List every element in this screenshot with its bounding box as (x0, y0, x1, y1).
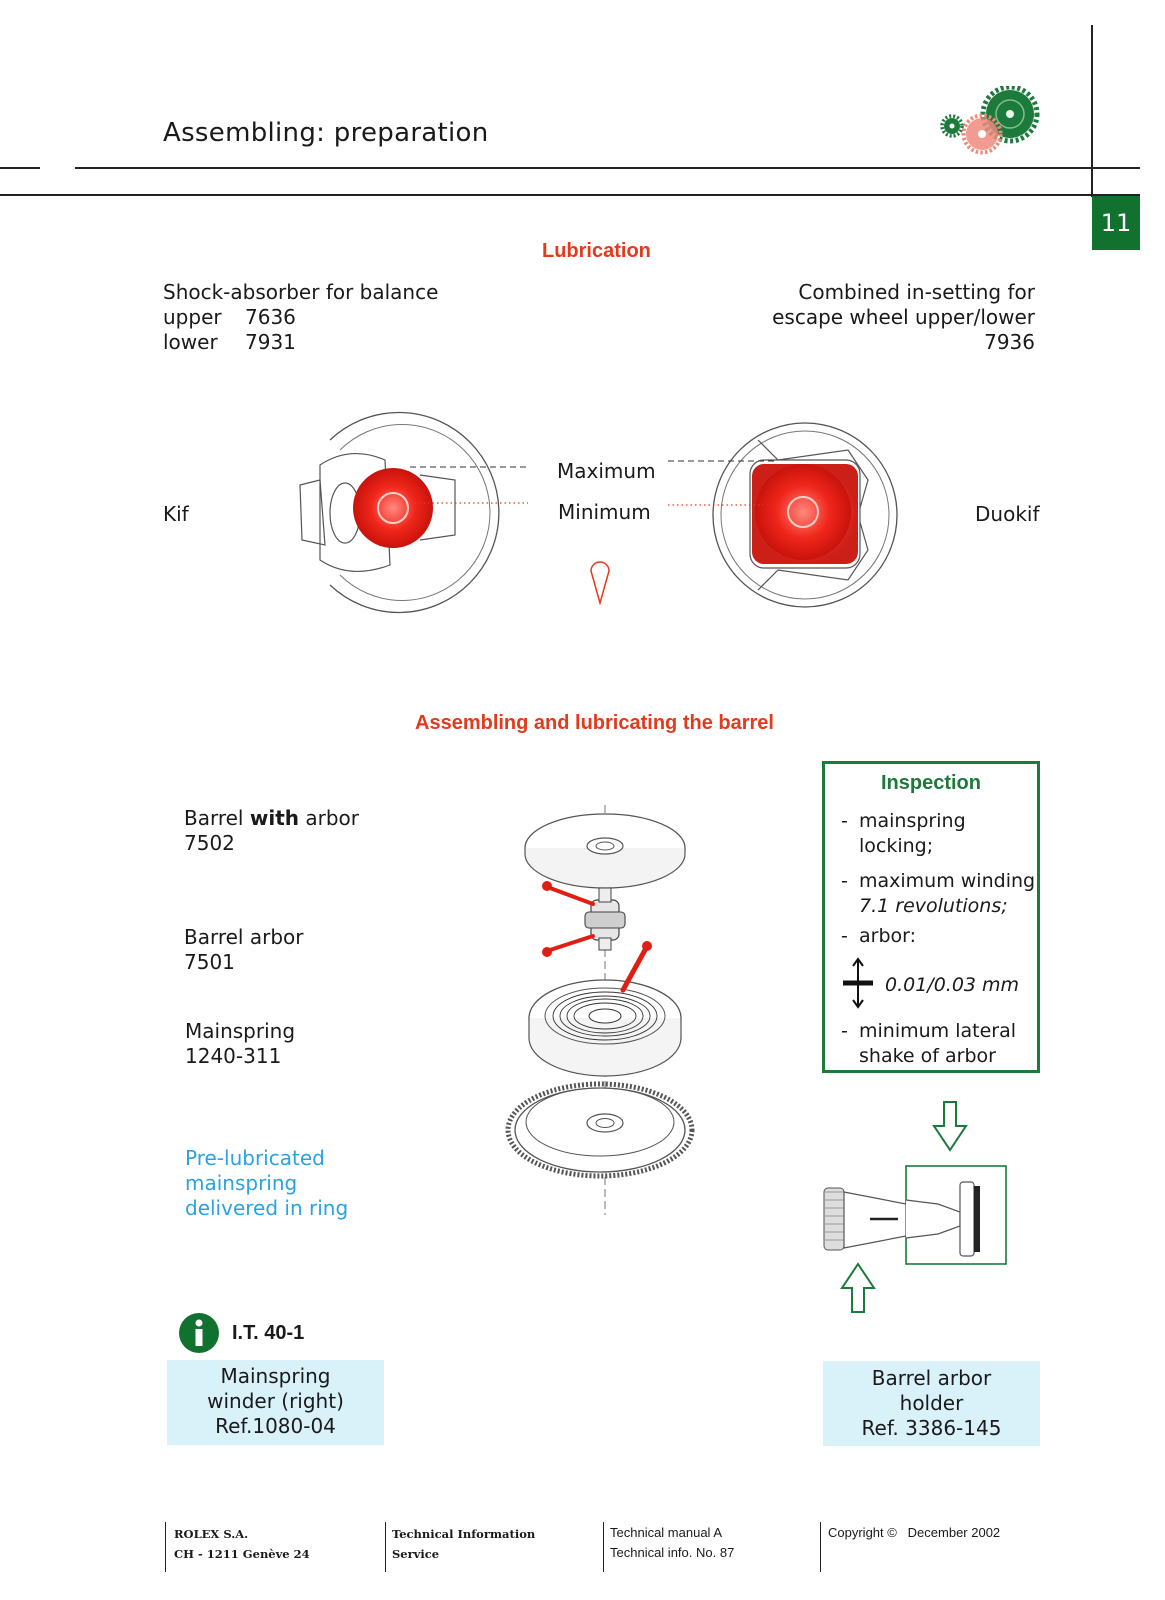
inspection-item-lateral: - minimum lateral shake of arbor (841, 1020, 1017, 1067)
kif-label: Kif (163, 502, 189, 526)
arbor-holder-drawing (820, 1100, 1020, 1320)
tool-right-line1: Barrel arbor (871, 1366, 992, 1390)
duokif-label: Duokif (975, 502, 1040, 526)
down-arrow-icon (934, 1102, 966, 1150)
footer-company (174, 1524, 310, 1564)
inspection-item-locking-line2: locking; (859, 835, 934, 857)
endshake-icon (841, 957, 875, 1009)
page-number: 11 (1092, 196, 1140, 250)
inspection-title: Inspection (880, 772, 981, 794)
shock-row-upper (163, 305, 438, 330)
shock-absorber-block (163, 280, 438, 355)
duokif-oil-drop (755, 464, 851, 560)
maximum-label: Maximum (557, 459, 656, 483)
footer-company-address: CH - 1211 Genève 24 (174, 1547, 310, 1561)
note-line-3: delivered in ring (185, 1196, 349, 1220)
margin-rule (1091, 25, 1093, 197)
up-arrow-icon (842, 1264, 874, 1312)
kif-oil-drop (353, 468, 433, 548)
header-rule-left (0, 167, 40, 169)
footer-copyright: Copyright © December 2002 (828, 1525, 1001, 1540)
footer-divider-3 (603, 1522, 604, 1572)
barrel-heading: Assembling and lubricating the barrel (415, 712, 774, 734)
note-line-1: Pre-lubricated (185, 1146, 325, 1170)
inspection-item-winding: - maximum winding 7.1 revolutions; (841, 870, 1036, 917)
shock-upper-value: 7636 (245, 305, 296, 329)
part-mainspring-name: Mainspring (185, 1019, 296, 1043)
oil-drop-icon (589, 553, 611, 605)
footer-divider-1 (165, 1522, 166, 1572)
footer-divider-2 (385, 1522, 386, 1572)
header-rule-lower (0, 194, 1140, 196)
inspection-measure: 0.01/0.03 mm (885, 974, 1020, 996)
shock-lower-value: 7931 (245, 330, 296, 354)
info-icon (178, 1312, 220, 1354)
shock-lower-label: lower (163, 330, 218, 354)
inspection-item-locking: - mainspring locking; (841, 810, 966, 857)
red-gear-icon (964, 116, 1001, 153)
inspection-item-winding-line1: maximum winding (859, 870, 1036, 892)
footer-company-name: ROLEX S.A. (174, 1527, 249, 1541)
tool-left-line3: Ref.1080-04 (215, 1414, 336, 1438)
tool-right-line2: holder (899, 1391, 964, 1415)
minimum-label: Minimum (558, 500, 651, 524)
duokif-drawing (668, 420, 908, 620)
tool-mainspring-winder (167, 1360, 384, 1445)
in-setting-block (740, 280, 1035, 355)
part-barrel-ref: 7502 (184, 831, 235, 855)
barrel-exploded-drawing (505, 800, 705, 1220)
inspection-item-winding-line2: 7.1 revolutions; (859, 895, 1008, 917)
in-setting-line2: escape wheel upper/lower (772, 305, 1035, 329)
page-title: Assembling: preparation (163, 118, 489, 148)
gears-logo (938, 86, 1042, 160)
part-barrel-name-post: arbor (299, 806, 359, 830)
it-reference: I.T. 40-1 (232, 1322, 305, 1344)
inspection-item-arbor-label: arbor: (859, 925, 917, 947)
note-line-2: mainspring (185, 1171, 298, 1195)
footer-manual (610, 1523, 734, 1563)
inspection-item-lateral-line1: minimum lateral (859, 1020, 1017, 1042)
part-barrel-name-bold: with (249, 806, 299, 830)
shock-upper-label: upper (163, 305, 222, 329)
footer-service-line1: Technical Information (392, 1527, 536, 1541)
part-barrel-arbor (184, 925, 303, 975)
footer-service (392, 1524, 535, 1564)
part-mainspring-ref: 1240-311 (185, 1044, 282, 1068)
inspection-item-locking-line1: mainspring (859, 810, 966, 832)
inspection-item-arbor: - arbor: (841, 925, 917, 947)
tool-left-line1: Mainspring (220, 1364, 331, 1388)
footer-divider-4 (820, 1522, 821, 1572)
header-rule (75, 167, 1140, 169)
pre-lubricated-note (185, 1146, 348, 1221)
footer-manual-line2: Technical info. No. 87 (610, 1545, 735, 1560)
footer-service-line2: Service (392, 1547, 440, 1561)
tool-left-line2: winder (right) (207, 1389, 344, 1413)
part-arbor-name: Barrel arbor (184, 925, 304, 949)
part-mainspring (185, 1019, 295, 1069)
footer-manual-line1: Technical manual A (610, 1525, 723, 1540)
kif-drawing (290, 405, 550, 620)
tool-barrel-arbor-holder (823, 1361, 1040, 1446)
lubrication-heading: Lubrication (542, 240, 651, 262)
shock-row-lower (163, 330, 438, 355)
green-small-gear-icon (942, 116, 962, 136)
tool-right-line3: Ref. 3386-145 (861, 1416, 1002, 1440)
part-barrel-name-pre: Barrel (184, 806, 250, 830)
in-setting-line1: Combined in-setting for (798, 280, 1035, 304)
part-barrel-with-arbor (184, 806, 359, 856)
inspection-item-lateral-line2: shake of arbor (859, 1045, 996, 1067)
in-setting-value: 7936 (984, 330, 1035, 354)
inspection-box (822, 761, 1040, 1073)
shock-absorber-title: Shock-absorber for balance (163, 280, 439, 304)
part-arbor-ref: 7501 (184, 950, 235, 974)
